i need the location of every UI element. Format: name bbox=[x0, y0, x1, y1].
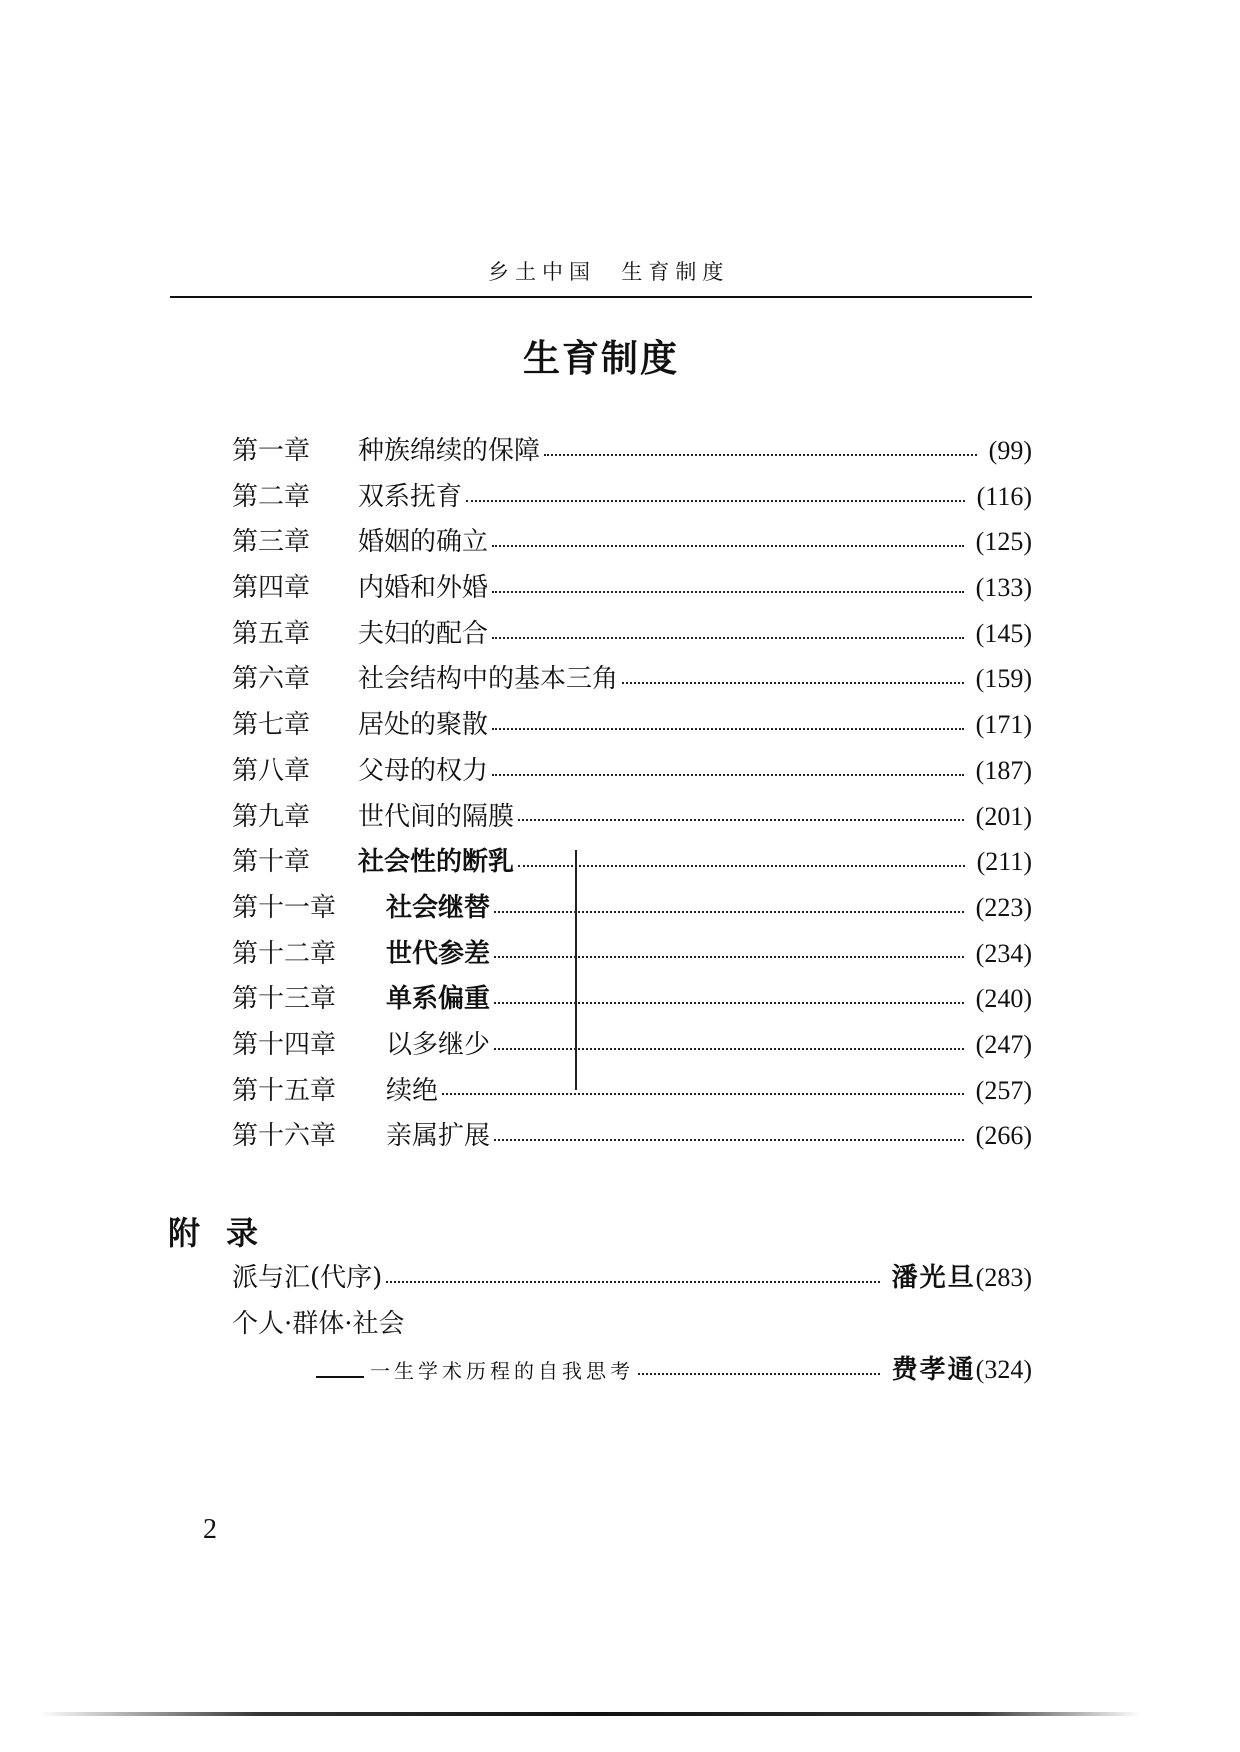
em-dash bbox=[316, 1376, 364, 1378]
toc-entry[interactable] bbox=[232, 839, 1032, 885]
toc-chapter-number: 第十五章 bbox=[232, 1075, 337, 1106]
dot-leader bbox=[386, 1281, 879, 1283]
toc-entry[interactable] bbox=[232, 474, 1032, 520]
dot-leader bbox=[638, 1373, 880, 1375]
toc-chapter-number: 第九章 bbox=[232, 801, 311, 832]
toc-chapter-title: 居处的聚散 bbox=[358, 710, 489, 741]
section-title: 生育制度 bbox=[523, 337, 679, 380]
appendix-entry-2-title-row[interactable] bbox=[232, 1301, 1032, 1347]
dot-leader bbox=[492, 591, 964, 593]
toc-page-number: (223) bbox=[975, 892, 1032, 922]
dot-leader bbox=[492, 545, 964, 547]
toc-page-number: (201) bbox=[975, 801, 1032, 831]
toc-chapter-number: 第十二章 bbox=[232, 938, 337, 969]
dot-leader bbox=[518, 865, 965, 867]
toc-entry[interactable] bbox=[232, 611, 1032, 657]
toc-chapter-title: 父母的权力 bbox=[358, 755, 489, 786]
running-head: 乡土中国 生育制度 bbox=[488, 260, 730, 284]
dot-leader bbox=[622, 682, 964, 684]
dot-leader bbox=[494, 956, 964, 958]
toc-chapter-title: 单系偏重 bbox=[386, 984, 491, 1015]
page-number: 2 bbox=[203, 1514, 217, 1545]
toc-entry[interactable] bbox=[232, 1113, 1032, 1159]
scan-edge-line bbox=[40, 1712, 1140, 1716]
toc-entry[interactable] bbox=[232, 656, 1032, 702]
toc-chapter-title: 婚姻的确立 bbox=[358, 527, 489, 558]
toc-entry[interactable] bbox=[232, 1068, 1032, 1114]
appendix-list bbox=[232, 1255, 1032, 1393]
scan-mark-line bbox=[575, 850, 577, 1090]
toc-entry[interactable] bbox=[232, 748, 1032, 794]
appendix-entry-title: 个人·群体·社会 bbox=[232, 1309, 405, 1339]
toc-page-number: (159) bbox=[975, 664, 1032, 694]
toc-page-number: (211) bbox=[976, 847, 1032, 877]
toc-entry[interactable] bbox=[232, 885, 1032, 931]
dot-leader bbox=[494, 911, 964, 913]
toc-entry[interactable] bbox=[232, 565, 1032, 611]
dot-leader bbox=[466, 500, 965, 502]
toc-chapter-title: 社会结构中的基本三角 bbox=[358, 664, 619, 695]
toc-entry[interactable] bbox=[232, 976, 1032, 1022]
toc-page-number: (247) bbox=[975, 1029, 1032, 1059]
toc-chapter-title: 夫妇的配合 bbox=[358, 618, 489, 649]
toc-chapter-number: 第一章 bbox=[232, 436, 311, 466]
toc-entry[interactable] bbox=[232, 428, 1032, 474]
toc-chapter-number: 第十一章 bbox=[232, 892, 337, 923]
toc-chapter-title: 亲属扩展 bbox=[386, 1121, 491, 1152]
toc-chapter-title: 社会继替 bbox=[386, 892, 491, 923]
dot-leader bbox=[492, 774, 964, 776]
toc-page-number: (116) bbox=[976, 481, 1032, 511]
toc-page-number: (257) bbox=[975, 1075, 1032, 1105]
dot-leader bbox=[494, 1048, 964, 1050]
appendix-entry-subtitle: 一生学术历程的自我思考 bbox=[370, 1359, 634, 1383]
toc-chapter-number: 第七章 bbox=[232, 710, 311, 741]
toc-chapter-title: 双系抚育 bbox=[358, 481, 463, 512]
appendix-entry-author: 费孝通 bbox=[891, 1355, 976, 1385]
toc-entry[interactable] bbox=[232, 702, 1032, 748]
toc-chapter-number: 第二章 bbox=[232, 481, 311, 512]
toc-entry[interactable] bbox=[232, 519, 1032, 565]
toc-chapter-number: 第六章 bbox=[232, 664, 311, 695]
toc-chapter-number: 第十四章 bbox=[232, 1029, 337, 1060]
appendix-heading: 附录 bbox=[168, 1214, 285, 1252]
table-of-contents bbox=[232, 428, 1032, 1159]
toc-chapter-number: 第八章 bbox=[232, 755, 311, 786]
appendix-entry-page: (324) bbox=[975, 1355, 1032, 1384]
toc-chapter-title: 社会性的断乳 bbox=[358, 847, 515, 878]
toc-page-number: (187) bbox=[975, 755, 1032, 785]
appendix-entry-author: 潘光旦 bbox=[891, 1263, 976, 1293]
dot-leader bbox=[442, 1093, 964, 1095]
appendix-entry-title: 派与汇(代序) bbox=[232, 1263, 383, 1293]
toc-page-number: (234) bbox=[975, 938, 1032, 968]
dot-leader bbox=[544, 454, 977, 456]
toc-chapter-number: 第十六章 bbox=[232, 1121, 337, 1152]
toc-page-number: (125) bbox=[975, 527, 1032, 557]
toc-chapter-title: 内婚和外婚 bbox=[358, 573, 489, 604]
dot-leader bbox=[492, 637, 964, 639]
dot-leader bbox=[492, 728, 964, 730]
toc-chapter-number: 第十章 bbox=[232, 847, 311, 878]
toc-page-number: (145) bbox=[975, 618, 1032, 648]
dot-leader bbox=[518, 819, 964, 821]
toc-chapter-title: 世代参差 bbox=[386, 938, 491, 969]
toc-page-number: (171) bbox=[975, 710, 1032, 740]
appendix-entry-page: (283) bbox=[975, 1263, 1032, 1292]
header-rule bbox=[170, 296, 1032, 298]
toc-page-number: (240) bbox=[975, 984, 1032, 1014]
appendix-entry-2-subtitle-row[interactable] bbox=[232, 1347, 1032, 1393]
toc-entry[interactable] bbox=[232, 1022, 1032, 1068]
toc-chapter-title: 以多继少 bbox=[386, 1029, 491, 1060]
toc-chapter-number: 第四章 bbox=[232, 573, 311, 604]
dot-leader bbox=[494, 1002, 964, 1004]
toc-entry[interactable] bbox=[232, 931, 1032, 977]
toc-chapter-title: 续绝 bbox=[386, 1075, 439, 1106]
toc-chapter-number: 第五章 bbox=[232, 618, 311, 649]
toc-chapter-title: 种族绵续的保障 bbox=[358, 436, 541, 466]
toc-page-number: (99) bbox=[988, 436, 1032, 465]
toc-page-number: (266) bbox=[975, 1121, 1032, 1151]
toc-chapter-number: 第十三章 bbox=[232, 984, 337, 1015]
appendix-entry-1[interactable] bbox=[232, 1255, 1032, 1301]
dot-leader bbox=[494, 1139, 964, 1141]
toc-page-number: (133) bbox=[975, 573, 1032, 603]
toc-entry[interactable] bbox=[232, 794, 1032, 840]
toc-chapter-number: 第三章 bbox=[232, 527, 311, 558]
toc-chapter-title: 世代间的隔膜 bbox=[358, 801, 515, 832]
